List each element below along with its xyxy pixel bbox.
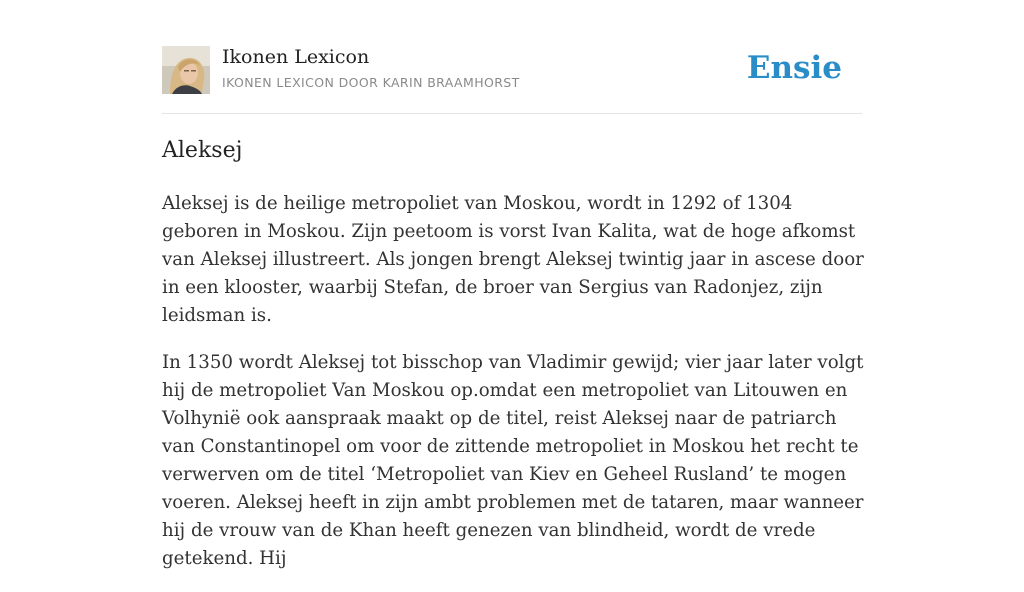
ensie-logo[interactable]: Ensie [746, 50, 842, 86]
lexicon-subtitle[interactable]: IKONEN LEXICON DOOR KARIN BRAAMHORST [222, 75, 520, 90]
author-avatar[interactable] [162, 46, 210, 94]
article-paragraph: Aleksej is de heilige metropoliet van Moskou, wordt in 1292 of 1304 geboren in Moskou. Zijn peetoom is vorst Ivan Kalita, wat de hoge afkomst van Aleksej illustreert. Als jongen brengt Aleksej twintig jaar in ascese door in een klooster, waarbij Stefan, de broer van Sergius van Radonjez, zijn leidsman is. [162, 193, 864, 326]
article-title: Aleksej [162, 138, 243, 163]
lexicon-title[interactable]: Ikonen Lexicon [222, 46, 370, 68]
article-body [162, 190, 872, 592]
header-divider [162, 113, 862, 114]
portrait-image [162, 46, 210, 94]
header [162, 46, 862, 96]
article-paragraph: In 1350 wordt Aleksej tot bisschop van Vladimir gewijd; vier jaar later volgt hij de metropoliet Van Moskou op.omdat een metropoliet van Litouwen en Volhynië ook aanspraak maakt op de titel, reist Aleksej naar de patriarch van Constantinopel om voor de zittende metropoliet in Moskou het recht te verwerven om de titel ‘Metropoliet van Kiev en Geheel Rusland’ te mogen voeren. Aleksej heeft in zijn ambt problemen met de tataren, maar wanneer hij de vrouw van de Khan heeft genezen van blindheid, wordt de vrede getekend. Hij [162, 352, 864, 569]
